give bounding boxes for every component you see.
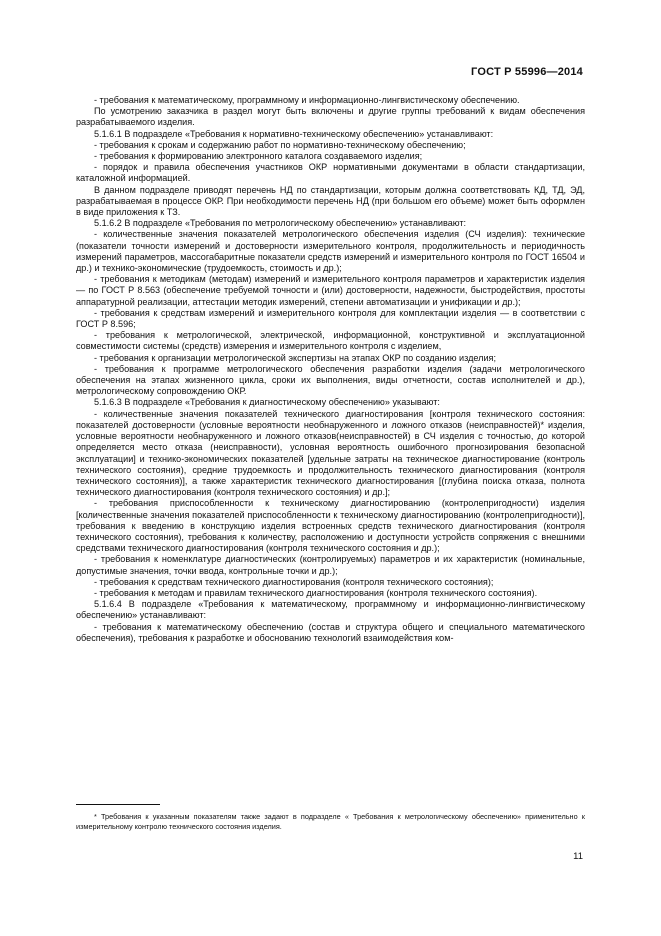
- paragraph: - требования к срокам и содержанию работ по нормативно-техническому обеспечению;: [94, 139, 466, 150]
- paragraph: - порядок и правила обеспечения участников ОКР нормативными документами в области стандартизации, каталожной информацией.: [76, 162, 585, 184]
- paragraph: - требования приспособленности к техническому диагностированию (контролепригодности) изделия [количественные значения показателей приспособленности к техническому диагностированию (контролепригодности)], требования к введению в конструкцию изделия встроенных средств технического диагностирования (контроля технического состояния), требования к количеству, расположению и доступности устройств сопряжения с внешними средствами технического диагностирования (контроля технического состояния и др.);: [76, 498, 585, 554]
- paragraph: - требования к формированию электронного каталога создаваемого изделия;: [94, 151, 423, 162]
- paragraph: - требования к организации метрологической экспертизы на этапах ОКР по созданию изделия;: [94, 352, 497, 363]
- paragraph: - количественные значения показателей технического диагностирования [контроля технического состояния: показателей достоверности (условные вероятности необнаруженного и ложного отказов (неисправностей)* изделия, условные вероятности необнаруженного и ложного отказов(неисправностей) в СЧ изделия с точностью, до которой определяется место отказа (неисправности), условная вероятность ошибочного прогнозирования безопасной эксплуатации] и технико-экономических показателей [удельные затраты на техническое диагностирование (контроль технического состояния), средние трудоемкость и продолжительность технического диагностирования (контроля технического состояния)], а также характеристик технического диагностирования [(глубина поиска отказа, полнота технического диагностирования (контроля технического состояния) и др.];: [76, 408, 585, 498]
- paragraph: В данном подразделе приводят перечень НД по стандартизации, которым должна соответствовать КД, ТД, ЭД, разрабатываемая в процессе ОКР. При необходимости перечень НД (при большом его объеме) может быть оформлен в виде приложения к ТЗ.: [76, 184, 585, 218]
- paragraph: - требования к методикам (методам) измерений и измерительного контроля параметров и характеристик изделия — по ГОСТ Р 8.563 (обеспечение требуемой точности и (или) достоверности, надежности, быстродействия, простоты аппаратурной реализации, аттестации методик измерений, степени автоматизации и унификации и др.);: [76, 274, 585, 307]
- paragraph: 5.1.6.4 В подразделе «Требования к математическому, программному и информационно-лингвистическому обеспечению» устанавливают:: [76, 599, 585, 621]
- footnote-divider: [76, 804, 160, 805]
- footnote-text: * Требования к указанным показателям также задают в подразделе « Требования к метрологическому обеспечению» применительно к измерительному контролю технического состояния изделия.: [76, 812, 585, 831]
- paragraph: - требования к методам и правилам технического диагностирования (контроля технического состояния).: [94, 587, 538, 598]
- paragraph: 5.1.6.2 В подразделе «Требования по метрологическому обеспечению» устанавливают:: [94, 218, 467, 229]
- paragraph: - требования к математическому обеспечению (состав и структура общего и специального математического обеспечения), требования к разработке и обоснованию технологий взаимодействия ком-: [76, 621, 585, 643]
- page-number: 11: [573, 851, 583, 862]
- paragraph: - количественные значения показателей метрологического обеспечения изделия (СЧ изделия): технические (показатели точности измерений и достоверности измерительного контроля, продолжительность и периодичность измерений параметров, массогабаритные показатели средств измерений и измерительного контроля по ГОСТ 16504 и др.) и технико-экономические (трудоемкость, стоимость и др.);: [76, 229, 585, 274]
- paragraph: - требования к средствам технического диагностирования (контроля технического состояния);: [94, 576, 494, 587]
- paragraph: 5.1.6.1 В подразделе «Требования к нормативно-техническому обеспечению» устанавливают:: [94, 128, 494, 139]
- footnote: [76, 812, 585, 831]
- paragraph: - требования к математическому, программному и информационно-лингвистическому обеспечению.: [94, 95, 520, 105]
- paragraph: - требования к номенклатуре диагностических (контролируемых) параметров и их характеристик (номинальные, допустимые значения, точки ввода, контрольные точки и др.);: [76, 554, 585, 576]
- paragraph: - требования к программе метрологического обеспечения разработки изделия (задачи метрологического обеспечения на этапах жизненного цикла, сроки их выполнения, виды отчетности, состав исполнителей и др.), метрологическому сопровождению ОКР.: [76, 363, 585, 397]
- body-text: [76, 95, 585, 644]
- paragraph: По усмотрению заказчика в раздел могут быть включены и другие группы требований к видам обеспечения разрабатываемого изделия.: [76, 106, 585, 128]
- paragraph: - требования к метрологической, электрической, информационной, конструктивной и эксплуатационной совместимости системы (средств) измерения и измерительного контроля с изделием,: [76, 330, 585, 352]
- paragraph: - требования к средствам измерений и измерительного контроля для комплектации изделия — в соответствии с ГОСТ Р 8.596;: [76, 307, 585, 330]
- document-header: ГОСТ Р 55996—2014: [471, 66, 583, 78]
- paragraph: 5.1.6.3 В подразделе «Требования к диагностическому обеспечению» указывают:: [94, 397, 440, 408]
